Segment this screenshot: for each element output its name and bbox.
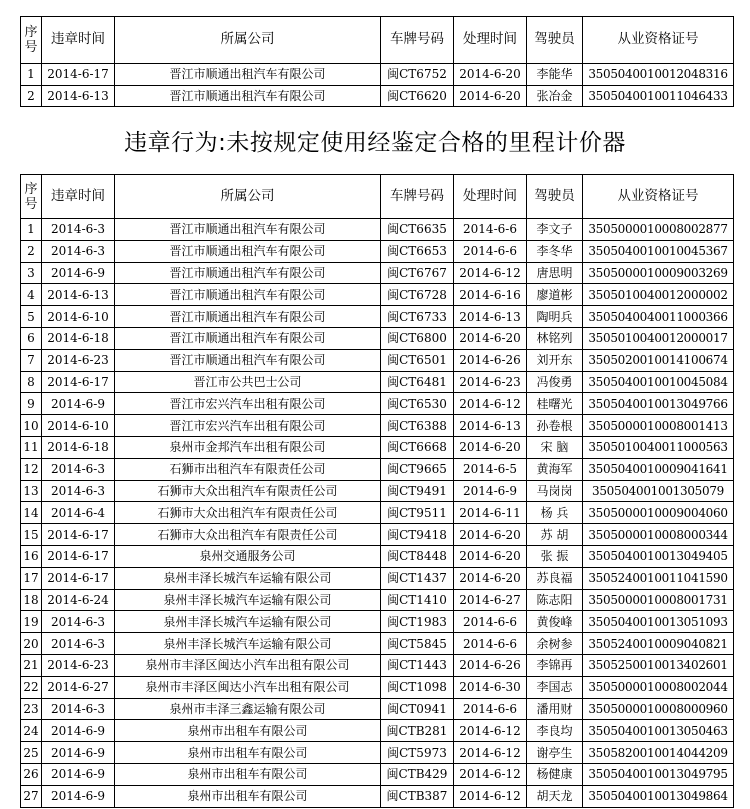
cell-plate: 闽CT6767: [381, 262, 454, 284]
cell-license: 350504001001​3049405: [583, 545, 734, 567]
cell-company: 晋江市顺通出租汽车有限公司: [115, 327, 381, 349]
cell-company: 晋江市顺通出租汽车有限公司: [115, 240, 381, 262]
cell-company: 泉州丰泽长城汽车运输有限公司: [115, 633, 381, 655]
cell-driver: 李国志: [527, 676, 583, 698]
cell-plate: 闽CT9418: [381, 524, 454, 546]
table-row: [21, 64, 734, 86]
cell-driver: 孙卷根: [527, 415, 583, 437]
cell-process-date: 2014-6-6: [454, 219, 527, 241]
cell-process-date: 2014-6-16: [454, 284, 527, 306]
cell-company: 泉州丰泽长城汽车运输有限公司: [115, 589, 381, 611]
cell-seq: 3: [21, 262, 42, 284]
cell-driver: 桂曙光: [527, 393, 583, 415]
cell-license: 350500001000​8002044: [583, 676, 734, 698]
cell-violation-date: 2014-6-24: [42, 589, 115, 611]
violation-table-1: [20, 16, 734, 107]
cell-violation-date: 2014-6-3: [42, 480, 115, 502]
cell-process-date: 2014-6-12: [454, 393, 527, 415]
cell-driver: 林铭列: [527, 327, 583, 349]
cell-license: 350525001001​3402601: [583, 654, 734, 676]
cell-driver: 苏良福: [527, 567, 583, 589]
cell-violation-date: 2014-6-3: [42, 219, 115, 241]
cell-company: 泉州市金邦汽车出租有限公司: [115, 436, 381, 458]
header-process-date: 处理时间: [454, 17, 527, 64]
cell-process-date: 2014-6-26: [454, 349, 527, 371]
cell-violation-date: 2014-6-10: [42, 415, 115, 437]
cell-violation-date: 2014-6-3: [42, 611, 115, 633]
cell-license: 350500001000​8000960: [583, 698, 734, 720]
cell-seq: 21: [21, 654, 42, 676]
cell-driver: 黄海军: [527, 458, 583, 480]
table-row: [21, 676, 734, 698]
cell-license: 350504004001​1000366: [583, 306, 734, 328]
cell-violation-date: 2014-6-17: [42, 567, 115, 589]
cell-process-date: 2014-6-27: [454, 589, 527, 611]
cell-license: 350504001001​0045367: [583, 240, 734, 262]
cell-process-date: 2014-6-6: [454, 633, 527, 655]
table-row: [21, 262, 734, 284]
cell-license: 350500001000​8001731: [583, 589, 734, 611]
cell-company: 石狮市大众出租汽车有限责任公司: [115, 480, 381, 502]
cell-driver: 唐思明: [527, 262, 583, 284]
cell-license: 350504001001​3051093: [583, 611, 734, 633]
cell-license: 350504001001​2048316: [583, 64, 734, 86]
cell-violation-date: 2014-6-3: [42, 633, 115, 655]
cell-driver: 陈志阳: [527, 589, 583, 611]
cell-violation-date: 2014-6-9: [42, 763, 115, 785]
table-row: [21, 698, 734, 720]
table-row: [21, 589, 734, 611]
cell-seq: 1: [21, 64, 42, 86]
header-seq: 序号: [21, 17, 42, 64]
cell-seq: 23: [21, 698, 42, 720]
cell-company: 晋江市顺通出租汽车有限公司: [115, 284, 381, 306]
table-header-row: [21, 175, 734, 219]
cell-driver: 杨健康: [527, 763, 583, 785]
cell-plate: 闽CT6800: [381, 327, 454, 349]
cell-seq: 9: [21, 393, 42, 415]
cell-seq: 8: [21, 371, 42, 393]
cell-license: 350500001000​9003269: [583, 262, 734, 284]
cell-driver: 胡天龙: [527, 785, 583, 807]
cell-license: 350500001000​9004060: [583, 502, 734, 524]
cell-driver: 张冶金: [527, 85, 583, 107]
cell-driver: 马岗岗: [527, 480, 583, 502]
cell-company: 泉州市出租车有限公司: [115, 742, 381, 764]
cell-violation-date: 2014-6-23: [42, 349, 115, 371]
table-row: [21, 763, 734, 785]
cell-driver: 李冬华: [527, 240, 583, 262]
cell-process-date: 2014-6-20: [454, 567, 527, 589]
cell-driver: 潘用财: [527, 698, 583, 720]
cell-plate: 闽CT9491: [381, 480, 454, 502]
cell-license: 350501004001​2000017: [583, 327, 734, 349]
cell-seq: 22: [21, 676, 42, 698]
cell-license: 350524001000​9040821: [583, 633, 734, 655]
cell-violation-date: 2014-6-4: [42, 502, 115, 524]
cell-seq: 26: [21, 763, 42, 785]
cell-company: 泉州市丰泽区闽达小汽车出租有限公司: [115, 676, 381, 698]
cell-license: 350504001001​1046433: [583, 85, 734, 107]
cell-plate: 闽CT6501: [381, 349, 454, 371]
cell-seq: 5: [21, 306, 42, 328]
cell-process-date: 2014-6-23: [454, 371, 527, 393]
cell-process-date: 2014-6-13: [454, 306, 527, 328]
cell-driver: 李锦再: [527, 654, 583, 676]
cell-plate: 闽CT5845: [381, 633, 454, 655]
cell-company: 晋江市宏兴汽车出租有限公司: [115, 393, 381, 415]
cell-violation-date: 2014-6-3: [42, 698, 115, 720]
cell-driver: 李能华: [527, 64, 583, 86]
cell-seq: 24: [21, 720, 42, 742]
cell-driver: 李文子: [527, 219, 583, 241]
table-row: [21, 785, 734, 807]
cell-plate: 闽CT1098: [381, 676, 454, 698]
cell-violation-date: 2014-6-18: [42, 327, 115, 349]
cell-plate: 闽CT6752: [381, 64, 454, 86]
cell-driver: 廖道彬: [527, 284, 583, 306]
header-seq: 序号: [21, 175, 42, 219]
header-driver: 驾驶员: [527, 175, 583, 219]
cell-process-date: 2014-6-12: [454, 720, 527, 742]
cell-driver: 宋 脑: [527, 436, 583, 458]
table-row: [21, 415, 734, 437]
cell-company: 泉州市出租车有限公司: [115, 785, 381, 807]
header-license: 从业资格证号: [583, 17, 734, 64]
cell-seq: 27: [21, 785, 42, 807]
cell-process-date: 2014-6-9: [454, 480, 527, 502]
cell-seq: 1: [21, 219, 42, 241]
cell-seq: 19: [21, 611, 42, 633]
cell-plate: 闽CT6728: [381, 284, 454, 306]
cell-license: 350504001001​3049766: [583, 393, 734, 415]
cell-process-date: 2014-6-13: [454, 415, 527, 437]
cell-plate: 闽CTB387: [381, 785, 454, 807]
cell-violation-date: 2014-6-27: [42, 676, 115, 698]
header-plate: 车牌号码: [381, 17, 454, 64]
cell-driver: 杨 兵: [527, 502, 583, 524]
cell-plate: 闽CTB281: [381, 720, 454, 742]
cell-seq: 17: [21, 567, 42, 589]
cell-seq: 6: [21, 327, 42, 349]
cell-driver: 张 振: [527, 545, 583, 567]
cell-violation-date: 2014-6-9: [42, 262, 115, 284]
table-row: [21, 480, 734, 502]
cell-license: 350524001001​1041590: [583, 567, 734, 589]
cell-license: 350504001001​0045084: [583, 371, 734, 393]
cell-seq: 2: [21, 85, 42, 107]
cell-violation-date: 2014-6-18: [42, 436, 115, 458]
cell-seq: 11: [21, 436, 42, 458]
cell-process-date: 2014-6-20: [454, 85, 527, 107]
table-row: [21, 349, 734, 371]
header-driver: 驾驶员: [527, 17, 583, 64]
cell-plate: 闽CT6620: [381, 85, 454, 107]
header-company: 所属公司: [115, 175, 381, 219]
cell-driver: 刘开东: [527, 349, 583, 371]
cell-driver: 李良均: [527, 720, 583, 742]
cell-plate: 闽CT8448: [381, 545, 454, 567]
cell-plate: 闽CTB429: [381, 763, 454, 785]
cell-process-date: 2014-6-12: [454, 262, 527, 284]
cell-license: 350582001001​4044209: [583, 742, 734, 764]
header-violation-date: 违章时间: [42, 17, 115, 64]
cell-license: 350502001001​4100674: [583, 349, 734, 371]
cell-license: 350501004001​1000563: [583, 436, 734, 458]
cell-seq: 25: [21, 742, 42, 764]
cell-plate: 闽CT6668: [381, 436, 454, 458]
cell-seq: 13: [21, 480, 42, 502]
cell-violation-date: 2014-6-17: [42, 545, 115, 567]
cell-seq: 12: [21, 458, 42, 480]
table-row: [21, 306, 734, 328]
cell-driver: 苏 胡: [527, 524, 583, 546]
cell-company: 石狮市大众出租汽车有限责任公司: [115, 524, 381, 546]
cell-process-date: 2014-6-12: [454, 742, 527, 764]
cell-violation-date: 2014-6-3: [42, 458, 115, 480]
cell-process-date: 2014-6-6: [454, 611, 527, 633]
table-row: [21, 502, 734, 524]
table-row: [21, 219, 734, 241]
table-body: [21, 64, 734, 107]
cell-license: 350504001001​3049795: [583, 763, 734, 785]
cell-company: 晋江市顺通出租汽车有限公司: [115, 219, 381, 241]
cell-plate: 闽CT1410: [381, 589, 454, 611]
cell-violation-date: 2014-6-13: [42, 284, 115, 306]
cell-seq: 15: [21, 524, 42, 546]
cell-plate: 闽CT9665: [381, 458, 454, 480]
cell-plate: 闽CT6481: [381, 371, 454, 393]
table-row: [21, 545, 734, 567]
table-row: [21, 742, 734, 764]
cell-plate: 闽CT1983: [381, 611, 454, 633]
cell-plate: 闽CT0941: [381, 698, 454, 720]
cell-company: 泉州市出租车有限公司: [115, 720, 381, 742]
cell-seq: 14: [21, 502, 42, 524]
header-plate: 车牌号码: [381, 175, 454, 219]
cell-violation-date: 2014-6-9: [42, 720, 115, 742]
cell-seq: 20: [21, 633, 42, 655]
cell-violation-date: 2014-6-17: [42, 64, 115, 86]
cell-driver: 谢亭生: [527, 742, 583, 764]
cell-plate: 闽CT5973: [381, 742, 454, 764]
cell-company: 泉州丰泽长城汽车运输有限公司: [115, 611, 381, 633]
cell-plate: 闽CT6653: [381, 240, 454, 262]
cell-license: 350504001001​3049864: [583, 785, 734, 807]
cell-company: 石狮市出租汽车有限责任公司: [115, 458, 381, 480]
cell-license: 350504001001​305079: [583, 480, 734, 502]
cell-company: 晋江市顺通出租汽车有限公司: [115, 85, 381, 107]
cell-process-date: 2014-6-12: [454, 763, 527, 785]
cell-violation-date: 2014-6-9: [42, 393, 115, 415]
cell-plate: 闽CT1437: [381, 567, 454, 589]
cell-driver: 冯俊勇: [527, 371, 583, 393]
cell-company: 泉州市丰泽区闽达小汽车出租有限公司: [115, 654, 381, 676]
header-license: 从业资格证号: [583, 175, 734, 219]
cell-violation-date: 2014-6-10: [42, 306, 115, 328]
cell-company: 石狮市大众出租汽车有限责任公司: [115, 502, 381, 524]
cell-plate: 闽CT6388: [381, 415, 454, 437]
cell-company: 泉州市出租车有限公司: [115, 763, 381, 785]
cell-process-date: 2014-6-20: [454, 524, 527, 546]
table-row: [21, 458, 734, 480]
header-company: 所属公司: [115, 17, 381, 64]
cell-driver: 陶明兵: [527, 306, 583, 328]
cell-license: 350500001000​8001413: [583, 415, 734, 437]
cell-process-date: 2014-6-20: [454, 327, 527, 349]
cell-company: 泉州交通服务公司: [115, 545, 381, 567]
table-row: [21, 654, 734, 676]
cell-company: 晋江市顺通出租汽车有限公司: [115, 64, 381, 86]
cell-license: 350504001000​9041641: [583, 458, 734, 480]
violation-table-2: [20, 174, 734, 808]
cell-violation-date: 2014-6-17: [42, 524, 115, 546]
cell-company: 泉州市丰泽三鑫运输有限公司: [115, 698, 381, 720]
table-header-row: [21, 17, 734, 64]
table-row: [21, 327, 734, 349]
table-row: [21, 720, 734, 742]
cell-violation-date: 2014-6-9: [42, 785, 115, 807]
cell-company: 晋江市宏兴汽车出租有限公司: [115, 415, 381, 437]
cell-company: 晋江市顺通出租汽车有限公司: [115, 306, 381, 328]
table-row: [21, 611, 734, 633]
cell-plate: 闽CT9511: [381, 502, 454, 524]
cell-process-date: 2014-6-6: [454, 698, 527, 720]
cell-seq: 10: [21, 415, 42, 437]
table-row: [21, 524, 734, 546]
section-title: 违章行为:未按规定使用经鉴定合格的里程计价器: [124, 130, 626, 156]
cell-company: 晋江市顺通出租汽车有限公司: [115, 349, 381, 371]
cell-plate: 闽CT1443: [381, 654, 454, 676]
table-row: [21, 393, 734, 415]
table-row: [21, 436, 734, 458]
cell-seq: 18: [21, 589, 42, 611]
cell-process-date: 2014-6-6: [454, 240, 527, 262]
cell-license: 350500001000​8002877: [583, 219, 734, 241]
cell-company: 泉州丰泽长城汽车运输有限公司: [115, 567, 381, 589]
table-row: [21, 371, 734, 393]
cell-violation-date: 2014-6-13: [42, 85, 115, 107]
cell-license: 350500001000​8000344: [583, 524, 734, 546]
cell-process-date: 2014-6-20: [454, 436, 527, 458]
cell-process-date: 2014-6-11: [454, 502, 527, 524]
table-row: [21, 633, 734, 655]
table-row: [21, 85, 734, 107]
cell-company: 晋江市公共巴士公司: [115, 371, 381, 393]
cell-process-date: 2014-6-12: [454, 785, 527, 807]
cell-violation-date: 2014-6-9: [42, 742, 115, 764]
table-row: [21, 567, 734, 589]
cell-seq: 2: [21, 240, 42, 262]
cell-process-date: 2014-6-5: [454, 458, 527, 480]
header-violation-date: 违章时间: [42, 175, 115, 219]
cell-driver: 余树参: [527, 633, 583, 655]
cell-driver: 黄俊峰: [527, 611, 583, 633]
table-body: [21, 219, 734, 808]
table-row: [21, 240, 734, 262]
cell-violation-date: 2014-6-3: [42, 240, 115, 262]
cell-company: 晋江市顺通出租汽车有限公司: [115, 262, 381, 284]
cell-plate: 闽CT6530: [381, 393, 454, 415]
cell-plate: 闽CT6733: [381, 306, 454, 328]
cell-license: 350504001001​3050463: [583, 720, 734, 742]
cell-seq: 16: [21, 545, 42, 567]
cell-process-date: 2014-6-20: [454, 545, 527, 567]
cell-seq: 7: [21, 349, 42, 371]
cell-violation-date: 2014-6-23: [42, 654, 115, 676]
table-row: [21, 284, 734, 306]
cell-plate: 闽CT6635: [381, 219, 454, 241]
cell-license: 350501004001​2000002: [583, 284, 734, 306]
cell-seq: 4: [21, 284, 42, 306]
cell-process-date: 2014-6-20: [454, 64, 527, 86]
cell-process-date: 2014-6-26: [454, 654, 527, 676]
cell-process-date: 2014-6-30: [454, 676, 527, 698]
header-process-date: 处理时间: [454, 175, 527, 219]
cell-violation-date: 2014-6-17: [42, 371, 115, 393]
